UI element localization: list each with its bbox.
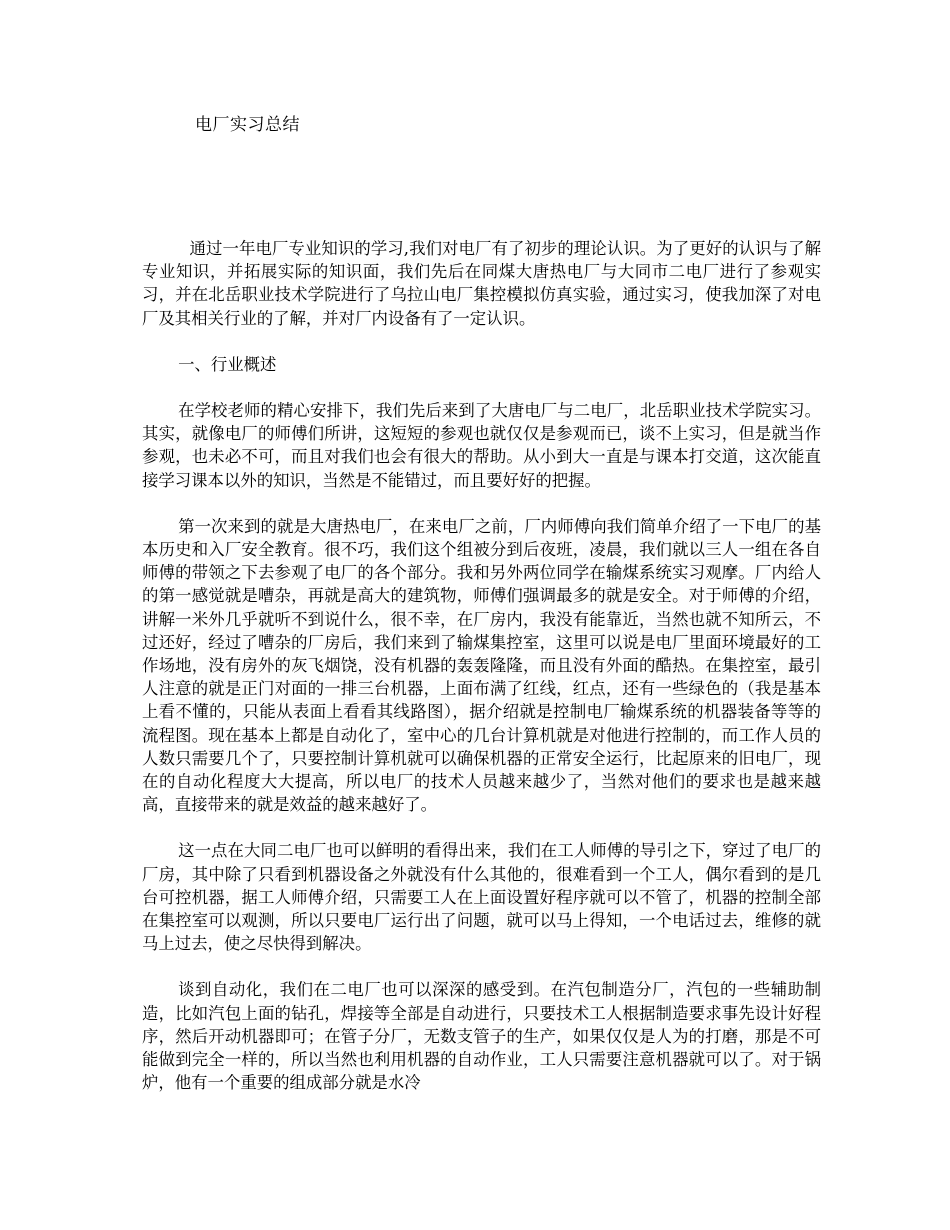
section-heading: 一、行业概述 — [178, 354, 277, 374]
body-paragraph: 这一点在大同二电厂也可以鲜明的看得出来，我们在工人师傅的导引之下，穿过了电厂的厂房，其中除了只看到机器设备之外就没有什么其他的，很难看到一个工人，偶尔看到的是几台可控机器，据工人师傅介绍，只需要工人在上面设置好程序就可以不管了，机器的控制全部在集控室可以观测，所以只要电厂运行出了问题，就可以马上得知，一个电话过去，维修的就马上过去，使之尽快得到解决。 — [142, 841, 821, 954]
document-title: 电厂实习总结 — [195, 115, 300, 135]
intro-paragraph: 通过一年电厂专业知识的学习,我们对电厂有了初步的理论认识。为了更好的认识与了解专业知识，并拓展实际的知识面，我们先后在同煤大唐热电厂与大同市二电厂进行了参观实习，并在北岳职业技术学院进行了乌拉山电厂集控模拟仿真实验，通过实习，使我加深了对电厂及其相关行业的了解，并对厂内设备有了一定认识。 — [142, 239, 821, 328]
body-paragraph: 在学校老师的精心安排下，我们先后来到了大唐电厂与二电厂，北岳职业技术学院实习。其实，就像电厂的师傅们所讲，这短短的参观也就仅仅是参观而已，谈不上实习，但是就当作参观，也未必不可，而且对我们也会有很大的帮助。从小到大一直是与课本打交道，这次能直接学习课本以外的知识，当然是不能错过，而且要好好的把握。 — [142, 401, 821, 490]
document-body — [142, 237, 821, 1118]
body-paragraph: 谈到自动化，我们在二电厂也可以深深的感受到。在汽包制造分厂，汽包的一些辅助制造，比如汽包上面的钻孔，焊接等全部是自动进行，只要技术工人根据制造要求事先设计好程序，然后开动机器即可；在管子分厂，无数支管子的生产，如果仅仅是人为的打磨，那是不可能做到完全一样的，所以当然也利用机器的自动作业，工人只需要注意机器就可以了。对于锅炉，他有一个重要的组成部分就是水冷 — [142, 980, 821, 1093]
body-paragraph: 第一次来到的就是大唐热电厂，在来电厂之前，厂内师傅向我们简单介绍了一下电厂的基本历史和入厂安全教育。很不巧，我们这个组被分到后夜班，凌晨，我们就以三人一组在各自师傅的带领之下去参观了电厂的各个部分。我和另外两位同学在输煤系统实习观摩。厂内给人的第一感觉就是嘈杂，再就是高大的建筑物，师傅们强调最多的就是安全。对于师傅的介绍，讲解一米外几乎就听不到说什么，很不幸，在厂房内，我没有能靠近，当然也就不知所云，不过还好，经过了嘈杂的厂房后，我们来到了输煤集控室，这里可以说是电厂里面环境最好的工作场地，没有房外的灰飞烟饶，没有机器的轰轰隆隆，而且没有外面的酷热。在集控室，最引人注意的就是正门对面的一排三台机器，上面布满了红线，红点，还有一些绿色的（我是基本上看不懂的，只能从表面上看看其线路图），据介绍就是控制电厂输煤系统的机器装备等等的流程图。现在基本上都是自动化了，室中心的几台计算机就是对他进行控制的，而工作人员的人数只需要几个了，只要控制计算机就可以确保机器的正常安全运行，比起原来的旧电厂，现在的自动化程度大大提高，所以电厂的技术人员越来越少了，当然对他们的要求也是越来越高，直接带来的就是效益的越来越好了。 — [142, 516, 821, 815]
